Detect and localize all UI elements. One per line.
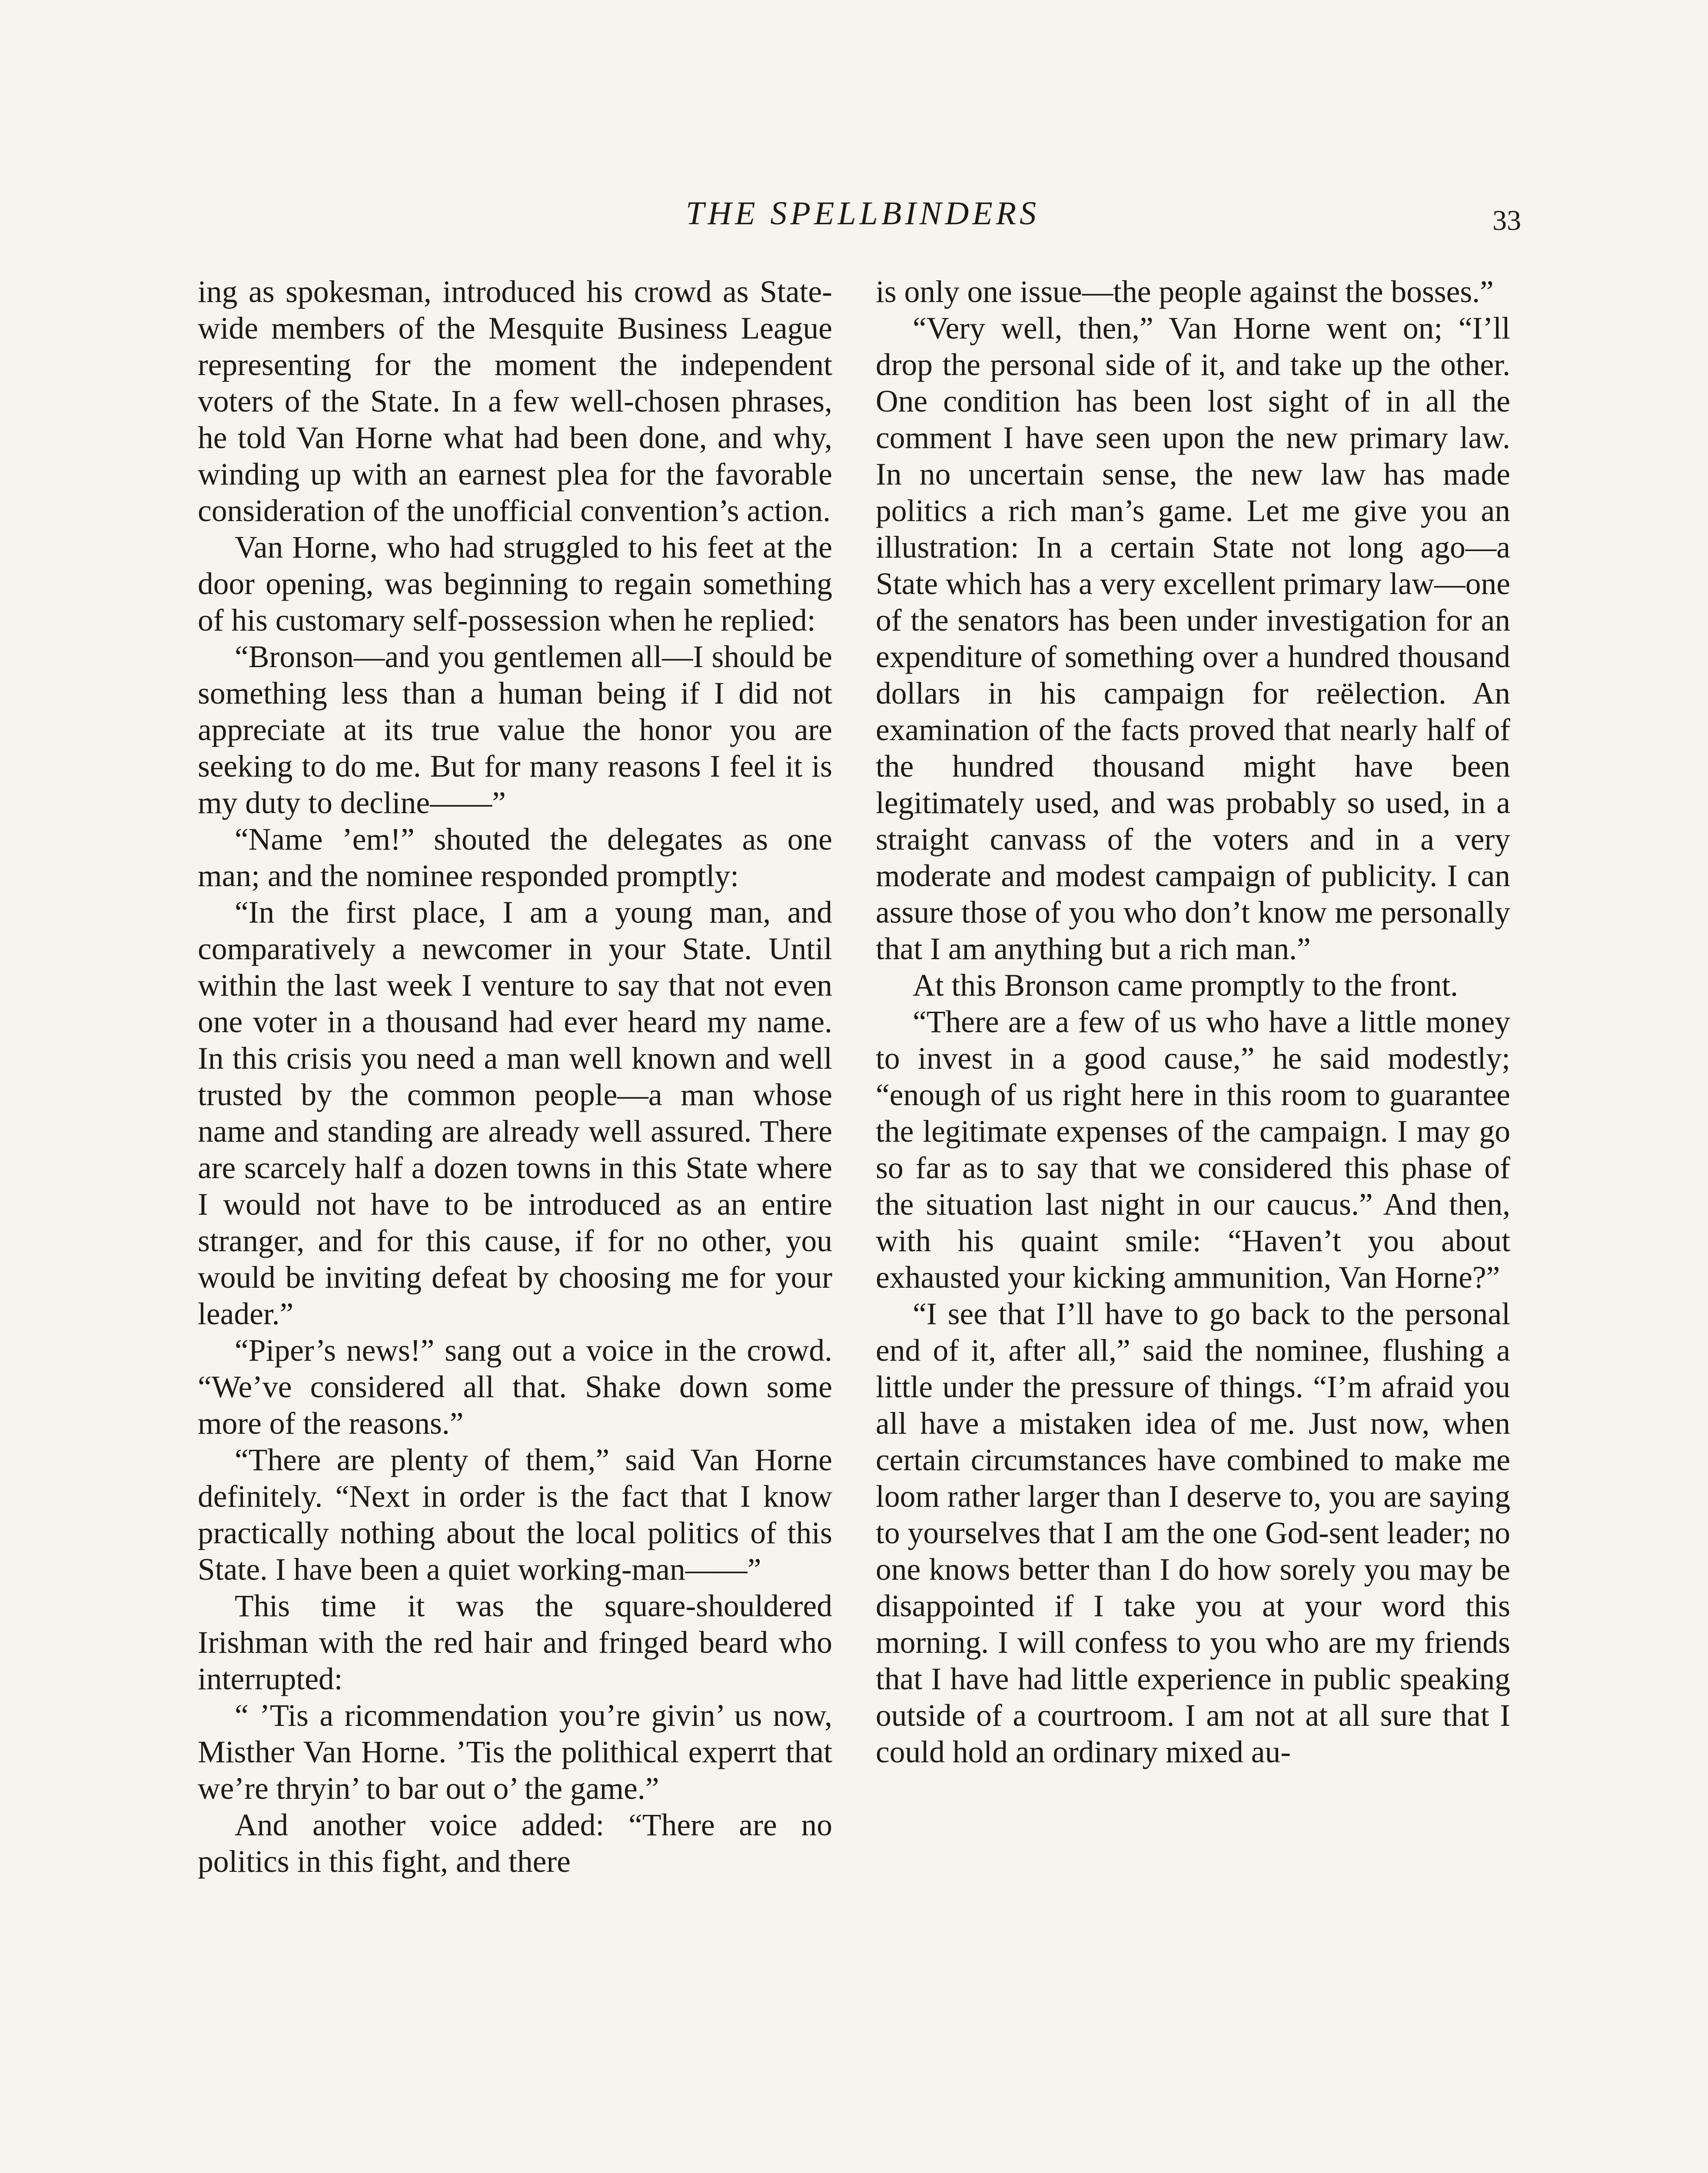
paragraph: “ ’Tis a ricommendation you’re givin’ us now, Misther Van Horne. ’Tis the polithical experrt that we’re thryin’ to bar out o’ the game.” (198, 1698, 832, 1806)
paragraph: “Bronson—and you gentlemen all—I should be something less than a human being if I did not appreciate at its true value the honor you are seeking to do me. But for many reasons I feel it is my duty to decline——” (198, 640, 832, 820)
left-column (198, 274, 832, 2173)
paragraph: This time it was the square-shouldered Irishman with the red hair and fringed beard who interrupted: (198, 1589, 832, 1696)
page-number: 33 (1492, 205, 1521, 236)
paragraph: is only one issue—the people against the bosses.” (876, 275, 1494, 309)
right-column (876, 274, 1510, 2173)
paragraph: And another voice added: “There are no politics in this fight, and there (198, 1808, 832, 1879)
paragraph: “There are plenty of them,” said Van Horne definitely. “Next in order is the fact that I know practically nothing about the local politics of this State. I have been a quiet working-man——” (198, 1443, 832, 1587)
paragraph: “In the first place, I am a young man, and comparatively a newcomer in your State. Until within the last week I venture to say that not even one voter in a thousand had ever heard my name. In this crisis you need a man well known and well trusted by the common people—a man whose name and standing are already well assured. There are scarcely half a dozen towns in this State where I would not have to be introduced as an entire stranger, and for this cause, if for no other, you would be inviting defeat by choosing me for your leader.” (198, 895, 832, 1331)
running-title: THE SPELLBINDERS (685, 195, 1040, 232)
paragraph: ing as spokesman, introduced his crowd as State-wide members of the Mesquite Business League representing for the moment the independent voters of the State. In a few well-chosen phrases, he told Van Horne what had been done, and why, winding up with an earnest plea for the favorable consideration of the unofficial convention’s action. (198, 275, 832, 528)
paragraph: “Name ’em!” shouted the delegates as one man; and the nominee responded promptly: (198, 822, 832, 893)
paragraph: “Very well, then,” Van Horne went on; “I’ll drop the personal side of it, and take up the other. One condition has been lost sight of in all the comment I have seen upon the new primary law. In no uncertain sense, the new law has made politics a rich man’s game. Let me give you an illustration: In a certain State not long ago—a State which has a very excellent primary law—one of the senators has been under investigation for an expenditure of something over a hundred thousand dollars in his campaign for reëlection. An examination of the facts proved that nearly half of the hundred thousand might have been legitimately used, and was probably so used, in a straight canvass of the voters and in a very moderate and modest campaign of publicity. I can assure those of you who don’t know me personally that I am anything but a rich man.” (876, 311, 1510, 966)
paragraph: “There are a few of us who have a little money to invest in a good cause,” he said modestly; “enough of us right here in this room to guarantee the legitimate expenses of the campaign. I may go so far as to say that we considered this phase of the situation last night in our caucus.” And then, with his quaint smile: “Haven’t you about exhausted your kicking ammunition, Van Horne?” (876, 1005, 1510, 1295)
paragraph: “I see that I’ll have to go back to the personal end of it, after all,” said the nominee, flushing a little under the pressure of things. “I’m afraid you all have a mistaken idea of me. Just now, when certain circumstances have combined to make me loom rather larger than I deserve to, you are saying to yourselves that I am the one God-sent leader; no one knows better than I do how sorely you may be disappointed if I take you at your word this morning. I will confess to you who are my friends that I have had little experience in public speaking outside of a courtroom. I am not at all sure that I could hold an ordinary mixed au- (876, 1297, 1510, 1769)
paragraph: At this Bronson came promptly to the front. (913, 968, 1459, 1003)
paragraph: Van Horne, who had struggled to his feet at the door opening, was beginning to regain something of his customary self-possession when he replied: (198, 530, 832, 638)
paragraph: “Piper’s news!” sang out a voice in the crowd. “We’ve considered all that. Shake down some more of the reasons.” (198, 1333, 832, 1441)
